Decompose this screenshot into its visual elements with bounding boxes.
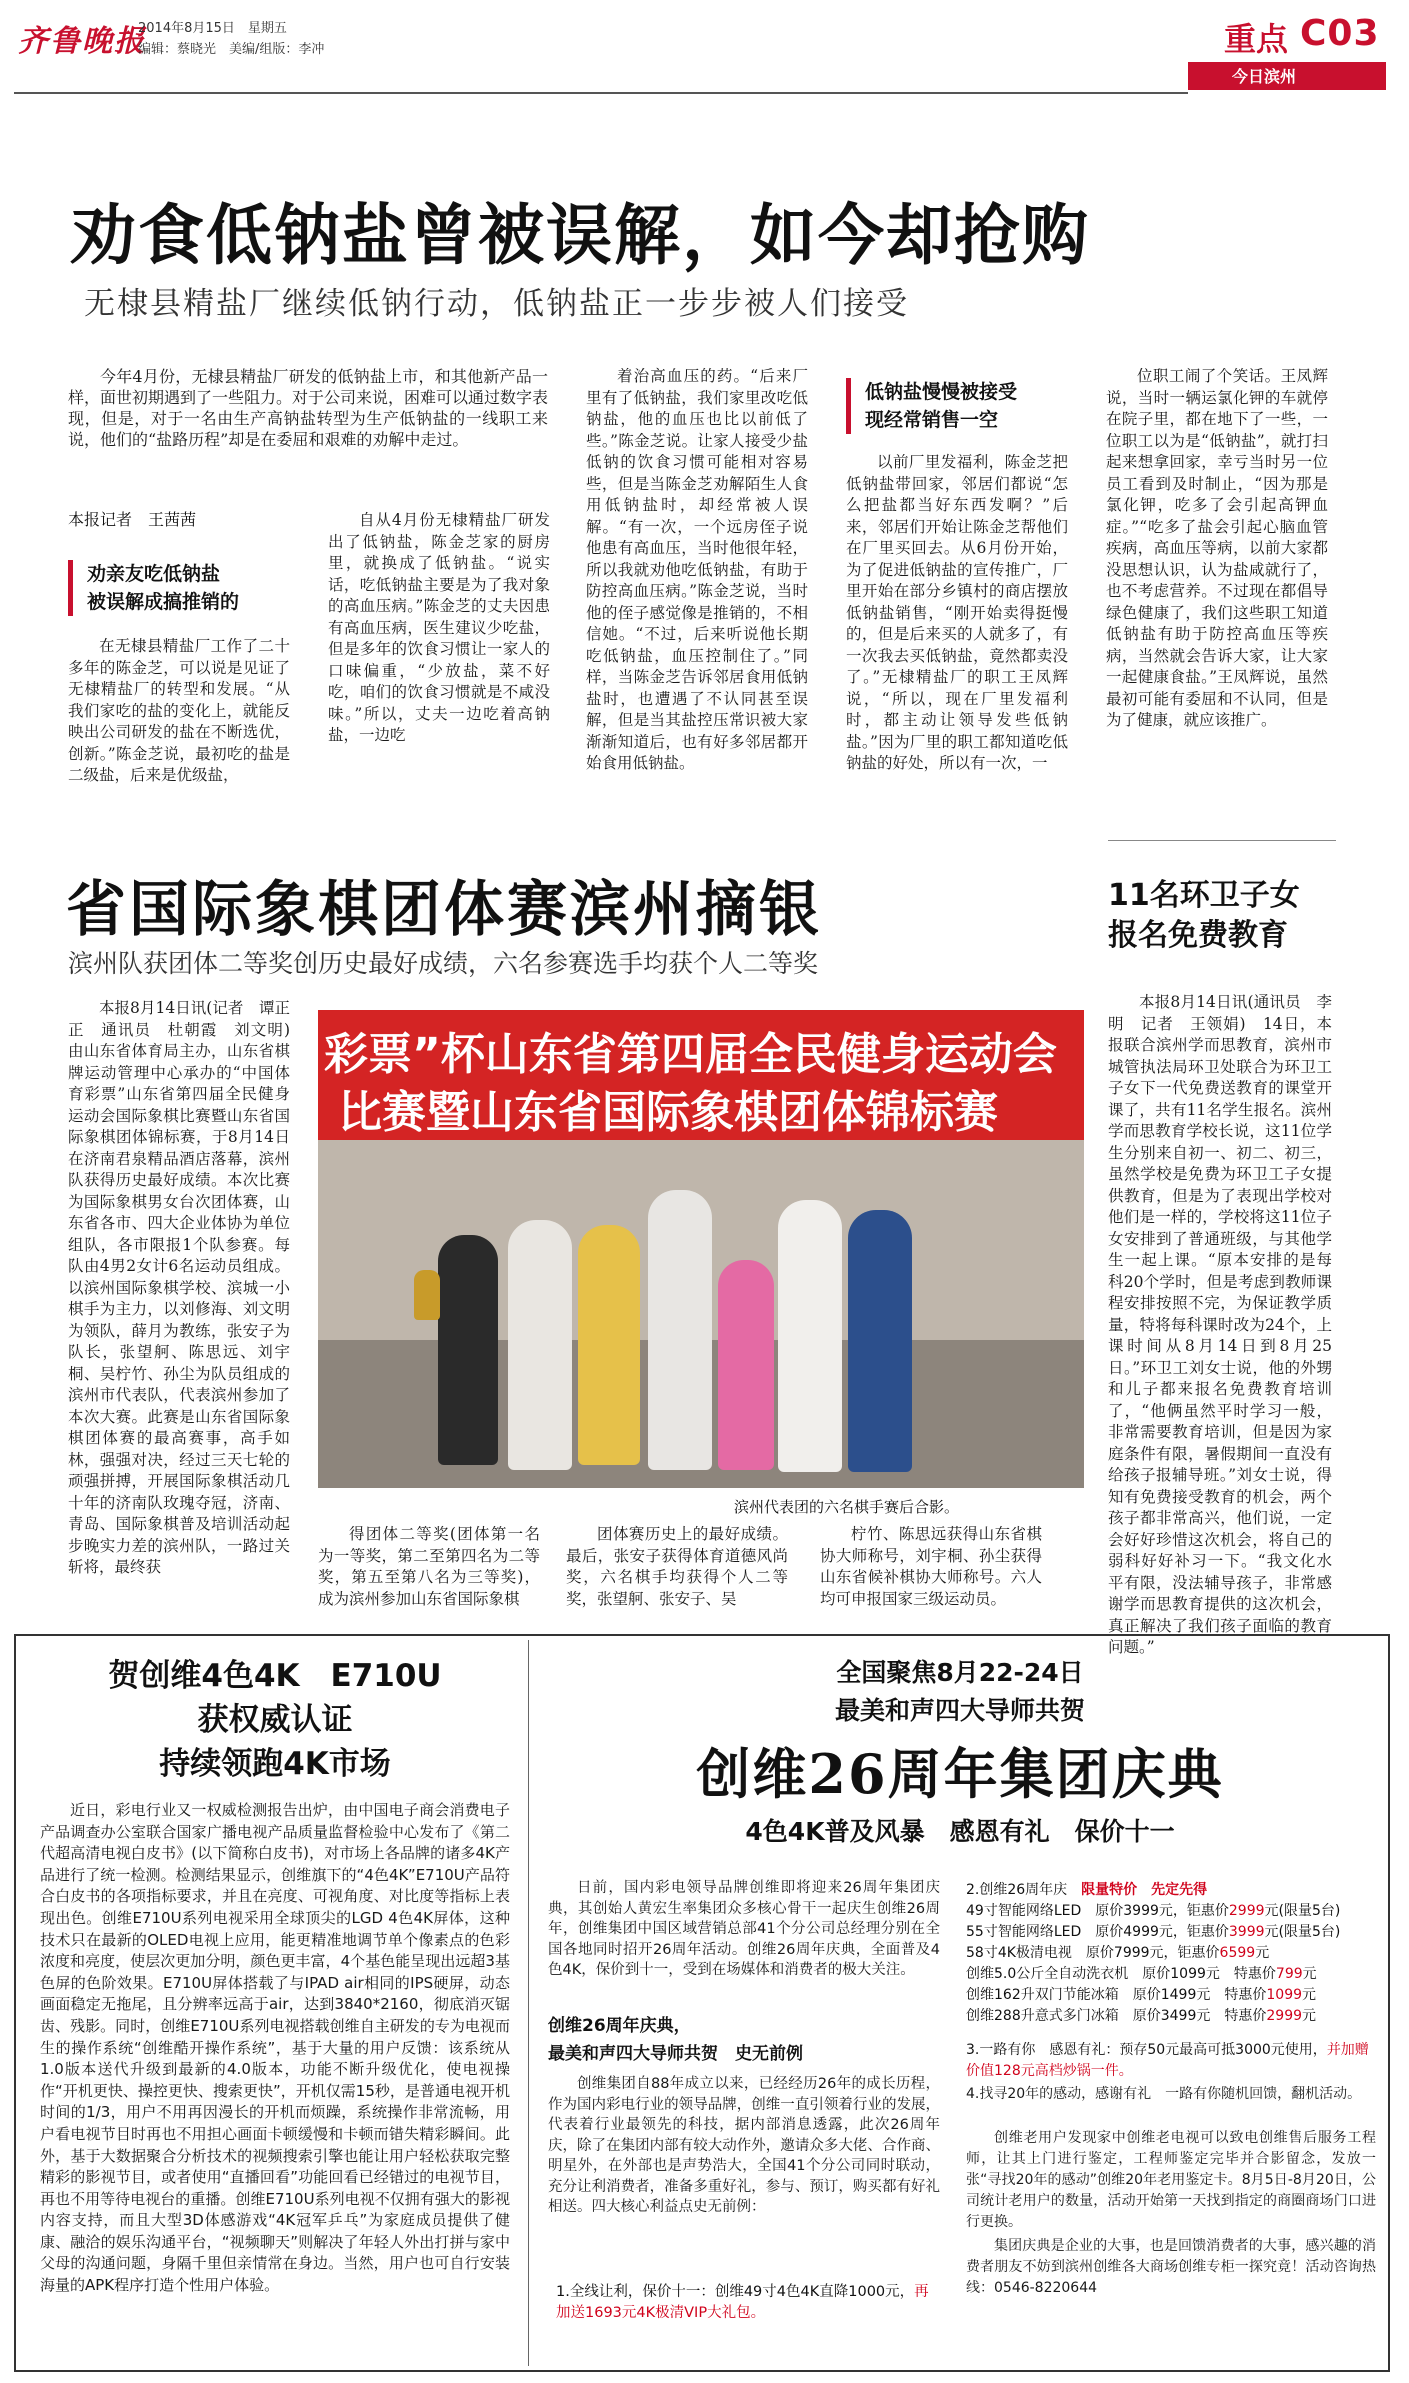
ad2-intro: 日前，国内彩电领导品牌创维即将迎来26周年集团庆典，其创始人黄宏生率集团众多核心骨干一起庆生创维26周年，创维集团中国区域营销总部41个分公司总经理分别在全国各地同时招开26周年活动。创维26周年庆典，全面普及4色4K，保价到十一，受到在场媒体和消费者的极大关注。 [548,1880,940,1978]
ad2-point-3-text: 3.一路有你 感恩有礼：预存50元最高可抵3000元使用， [966,2042,1327,2058]
newspaper-logo: 齐鲁晚报 [18,24,146,59]
photo-banner-text: 彩票”杯山东省第四届全民健身运动会 [324,1029,1057,1080]
subhead-line: 低钠盐慢慢被接受 [865,381,1018,403]
photo-caption: 滨州代表团的六名棋手赛后合影。 [734,1498,960,1516]
deal-original-price: 原价3999元，钜惠价 [1095,1903,1229,1919]
page-number: C03 [1300,13,1380,54]
photo-banner-text: 比赛暨山东省国际象棋团体锦标赛 [338,1087,998,1138]
deal-price-label: 特惠价 [1210,1987,1267,2003]
deal-price: 6599 [1219,1945,1256,1961]
ad2-point-3 [966,2040,1376,2082]
deal-price-tail: 元 [1255,1945,1270,1961]
deal-price: 799 [1275,1966,1303,1982]
story3-body: 本报8月14日讯(通讯员 李明 记者 王领娟) 14日，本报联合滨州学而思教育，滨州市城管执法局环卫处联合为环卫工子女下一代免费送教育的课堂开课了，共有11名学生报名。滨州学而思教育学校长说，这11位学生分别来自初一、初二、初三，虽然学校是免费为环卫工子女提供教育，但是为了表现出学校对他们是一样的，学校将这11位子女安排到了普通班级，与其他学生一起上课。“原本安排的是每科20个学时，但是考虑到教师课程安排按照不完，为保证教学质量，特将每科课时改为24个，上课时间从8月14日到8月25日。”环卫工刘女士说，他的外甥和儿子都来报名免费教育培训了，“他俩虽然平时学习一般，非常需要教育培训，但是因为家庭条件有限，暑假期间一直没有给孩子报辅导班。”刘女士说，得知有免费接受教育的机会，两个孩子都非常高兴，他们说，一定会好好珍惜这次机会，将自己的弱科好好补习一下。“我文化水平有限，没法辅导孩子，非常感谢学而思教育提供的这次机会，真正解决了我们孩子面临的教育问题。” [1108,993,1332,1656]
subhead-line: 被误解成搞推销的 [87,591,240,613]
deal-row [966,2006,1376,2027]
ad1-title-line: 获权威认证 [197,1702,353,1738]
ad-divider [528,1640,529,2366]
editor-line: 编辑：蔡晓光 美编/组版：李冲 [138,42,325,57]
coach-figure [648,1190,712,1470]
deal-original-price: 原价7999元，钜惠价 [1085,1945,1220,1961]
masthead-rule [14,92,1188,94]
deal-price-tail: 元 [1302,2008,1317,2024]
story1-column-1: 在无棣县精盐厂工作了二十多年的陈金芝，可以说是见证了无棣精盐厂的转型和发展。“从我们家吃的盐的变化上，就能反映出公司研发的盐在不断选优，创新。”陈金芝说，最初吃的盐是二级盐，后来是优级盐， [68,637,290,784]
deal-name: 创维5.0公斤全自动洗衣机 [966,1966,1143,1982]
deal-price-label: 特惠价 [1210,2008,1267,2024]
deal-name: 49寸智能网络LED [966,1903,1096,1919]
deal-price-tail: 元 [1302,1966,1317,1982]
ad2-subhead-line: 创维26周年庆典， [548,2016,691,2036]
deal-price: 1099 [1266,1987,1303,2003]
date-line: 2014年8月15日 星期五 [138,21,287,36]
headline: 劝食低钠盐曾被误解，如今却抢购 [70,196,1090,274]
ad2-point-2 [966,1880,1376,2027]
deal-original-price: 原价3499元 [1132,2008,1211,2024]
story2-column-4: 柠竹、陈思远获得山东省棋协大师称号，刘宇桐、孙尘获得山东省候补棋协大师称号。六人均可申报国家三级运动员。 [820,1525,1042,1608]
section-label: 重点 [1224,20,1289,58]
ad2-kicker-line: 全国聚焦8月22-24日 [836,1658,1084,1687]
story3-headline-line: 11名环卫子女 [1108,878,1300,913]
player-figure [778,1200,842,1472]
player-figure [578,1225,640,1465]
player-figure [848,1210,912,1472]
story3-headline [1108,876,1300,956]
deal-name: 55寸智能网络LED [966,1924,1096,1940]
ad2-point-1-text: 1.全线让利，保价十一：创维49寸4色4K直降1000元， [556,2284,915,2300]
story2-headline: 省国际象棋团体赛滨州摘银 [66,875,822,945]
deal-original-price: 原价1499元 [1132,1987,1211,2003]
ad2-subhead [548,2012,803,2068]
deal-name: 创维288升意式多门冰箱 [966,2008,1133,2024]
subhead-line: 劝亲友吃低钠盐 [87,563,221,585]
story1-column-5: 位职工闹了个笑话。王凤辉说，当时一辆运氯化钾的车就停在院子里，都在地下了一些，一位职工以为是“低钠盐”，就打扫起来想拿回家，幸亏当时另一位员工看到及时制止，“因为那是氯化钾，吃多了会引起高钾血症。”“吃多了盐会引起心脑血管疾病，高血压等病，以前大家都没思想认识，认为盐咸就行了，也不考虑营养。不过现在都倡导绿色健康了，我们这些职工知道低钠盐有助于防控高血压等疾病，当然就会告诉大家，让大家一起健康食盐。”王凤辉说，虽然最初可能有委屈和不认同，但是为了健康，就应该推广。 [1106,367,1328,729]
deal-price: 3999 [1228,1924,1265,1940]
story2-column-3: 团体赛历史上的最好成绩。最后，张安子获得体育道德风尚奖，六名棋手均获得个人二等奖，张望舸、张安子、吴 [566,1525,788,1608]
ad2-tagline: 4色4K普及风暴 感恩有礼 保价十一 [745,1817,1175,1846]
ad1-title-line: 持续领跑4K市场 [159,1746,391,1782]
story2-subheadline: 滨州队获团体二等奖创历史最好成绩，六名参赛选手均获个人二等奖 [68,949,819,978]
deal-price-tail: 元 [1302,1987,1317,2003]
ad2-body: 创维集团自88年成立以来，已经经历26年的成长历程，作为国内彩电行业的领导品牌，创维一直引领着行业的发展，代表着行业最领先的科技，据内部消息透露，此次26周年庆，除了在集团内部有较大动作外，邀请众多大佬、合作商、明星外，在外部也是声势浩大，全国41个分公司同时联动，充分让利消费者，准备多重好礼，参与、预订，购买都有好礼相送。四大核心利益点史无前例： [548,2076,940,2215]
deal-row [966,1922,1376,1943]
ad2-point-2-promo: 限量特价 先定先得 [1081,1882,1208,1898]
ad2-point-1-highlight: 再加送1693元4K极清VIP大礼包。 [556,2284,929,2321]
deal-price-tail: 元(限量5台) [1264,1903,1341,1919]
ad2-point-1 [556,2282,940,2323]
story1-column-2: 自从4月份无棣精盐厂研发出了低钠盐，陈金芝家的厨房里，就换成了低钠盐。“说实话，吃低钠盐主要是为了我对象的高血压病。”陈金芝的丈夫因患有高血压病，医生建议少吃盐，但是多年的饮食习惯让一家人的口味偏重，“少放盐，菜不好吃，咱们的饮食习惯就是不咸没味。”所以，丈夫一边吃着高钠盐，一边吃 [328,511,550,744]
subhead-line: 现经常销售一空 [865,409,999,431]
subhead-box-2 [846,378,1066,434]
player-figure [438,1235,498,1465]
deal-original-price: 原价1099元 [1142,1966,1220,1982]
ad2-kicker [550,1654,1370,1730]
deal-row [966,1901,1376,1922]
sub-section-label: 今日滨州 [1232,67,1297,86]
story1-column-4: 以前厂里发福利，陈金芝把低钠盐带回家，邻居们都说“怎么把盐都当好东西发啊？”后来，邻居们开始让陈金芝帮他们在厂里买回去。从6月份开始，为了促进低钠盐的宣传推广，厂里开始在部分乡镇村的商店摆放低钠盐销售，“刚开始卖得挺慢的，但是后来买的人就多了，有一次我去买低钠盐，竟然都卖没了。”无棣精盐厂的职工王凤辉说，“所以，现在厂里发福利时，都主动让领导发些低钠盐。”因为厂里的职工都知道吃低钠盐的好处，所以有一次，一 [846,453,1068,772]
ad1-title-line: 贺创维4色4K E710U [108,1658,442,1694]
ad2-point-4: 4.找寻20年的感动，感谢有礼 一路有你随机回馈，翻机活动。 [966,2086,1362,2102]
ad1-title [30,1654,520,1786]
team-photo [318,1010,1084,1488]
ad2-point-2-head: 2.创维26周年庆 [966,1882,1068,1898]
ad2-kicker-line: 最美和声四大导师共贺 [834,1696,1085,1725]
story2-column-1: 本报8月14日讯(记者 谭正正 通讯员 杜朝霞 刘文明) 由山东省体育局主办，山东省棋牌运动管理中心承办的“中国体育彩票”山东省第四届全民健身运动会国际象棋比赛暨山东省国际象棋团体锦标赛，于8月14日在济南君泉精品酒店落幕，滨州队获得历史最好成绩。本次比赛为国际象棋男女台次团体赛，山东省各市、四大企业体协为单位组队，各市限报1个队参赛。每队由4男2女计6名运动员组成。以滨州国际象棋学校、滨城一小棋手为主力，以刘修海、刘文明为领队，薛月为教练，张安子为队长，张望舸、陈思远、刘宇桐、吴柠竹、孙尘为队员组成的滨州市代表队，代表滨州参加了本次大赛。此赛是山东省国际象棋团体赛的最高赛事，高手如林，强强对决，经过三天七轮的顽强拼搏，开展国际象棋活动几十年的济南队玫瑰夺冠，济南、青岛、国际象棋普及培训活动起步晚实力差的滨州队，一路过关斩将，最终获 [68,999,306,1576]
masthead [0,0,1409,110]
ad2-para-3: 集团庆典是企业的大事，也是回馈消费者的大事，感兴趣的消费者朋友不妨到滨州创维各大商场创维专柜一探究竟！活动咨询热线：0546-8220644 [966,2238,1376,2296]
deal-price-label: 特惠价 [1219,1966,1276,1982]
deal-price: 2999 [1228,1903,1265,1919]
player-figure [508,1220,572,1470]
deal-name: 58寸4K极清电视 [966,1945,1086,1961]
deal-row [966,1985,1376,2006]
player-figure [718,1260,774,1470]
deal-price-tail: 元(限量5台) [1264,1924,1341,1940]
story2-column-2: 得团体二等奖(团体第一名为一等奖，第二至第四名为二等奖，第五至第八名为三等奖)，成为滨州参加山东省国际象棋 [318,1525,540,1608]
subheadline: 无棣县精盐厂继续低钠行动，低钠盐正一步步被人们接受 [84,286,909,322]
ad2-point-3-highlight: 并加赠价值128元高档炒锅一件。 [966,2042,1369,2079]
deal-original-price: 原价4999元，钜惠价 [1095,1924,1229,1940]
deal-row [966,1964,1376,1985]
deal-row [966,1943,1376,1964]
deal-name: 创维162升双门节能冰箱 [966,1987,1133,2003]
column-rule [1108,840,1336,841]
subhead-box-1 [68,560,288,616]
ad2-para-2: 创维老用户发现家中创维老电视可以致电创维售后服务工程师，让其上门进行鉴定，工程师鉴定完毕并合影留念，发放一张“寻找20年的感动”创维20年老用鉴定卡。8月5日-8月20日，公司统计老用户的数量，活动开始第一天找到指定的商圈商场门口进行更换。 [966,2130,1376,2230]
story3-headline-line: 报名免费教育 [1108,918,1288,953]
byline: 本报记者 王茜茜 [68,510,197,529]
story1-column-3: 着治高血压的药。“后来厂里有了低钠盐，我们家里改吃低钠盐，他的血压也比以前低了些。”陈金芝说。让家人接受少盐低钠的饮食习惯可能相对容易些，但是当陈金芝劝解陌生人食用低钠盐时，却经常被人误解。“有一次，一个远房侄子说他患有高血压，当时他很年轻，所以我就劝他吃低钠盐，有助于防控高血压病。”陈金芝说，当时他的侄子感觉像是推销的，不相信她。“不过，后来听说他长期吃低钠盐，血压控制住了。”同样，当陈金芝告诉邻居食用低钠盐时，也遭遇了不认同甚至误解，但是当其盐控压常识被大家渐渐知道后，也有好多邻居都开始食用低钠盐。 [586,367,808,772]
ad2-main-title: 创维26周年集团庆典 [696,1742,1224,1806]
lead-paragraph: 今年4月份，无棣县精盐厂研发的低钠盐上市，和其他新产品一样，面世初期遇到了一些阻力。对于公司来说，困难可以通过数字表现，但是，对于一名由生产高钠盐转型为生产低钠盐的一线职工来说，他们的“盐路历程”却是在委屈和艰难的劝解中走过。 [68,367,549,449]
ad1-body: 近日，彩电行业又一权威检测报告出炉，由中国电子商会消费电子产品调查办公室联合国家广播电视产品质量监督检验中心发布了《第二代超高清电视白皮书》(以下简称白皮书)，对市场上各品牌的诸多4K产品进行了统一检测。检测结果显示，创维旗下的“4色4K”E710U产品符合白皮书的各项指标要求，并且在亮度、可视角度、对比度等指标上表现出色。创维E710U系列电视采用全球顶尖的LGD 4色4K屏体，这种技术只在最新的OLED电视上应用，能更精准地调节单个像素点的色彩浓度和亮度，使层次更加分明，颜色更丰富，4个基色能呈现出远超3基色屏的色阶效果。E710U屏体搭载了与IPAD air相同的IPS硬屏，动态画面稳定无拖尾，且分辨率远高于air，达到3840*2160，彻底消灭锯齿、残影。同时，创维E710U系列电视搭载创维自主研发的专为电视而生的操作系统“创维酷开操作系统”，基于大量的用户反馈：该系统从1.0版本送代升级到最新的4.0版本，功能不断升级优化，使电视操作“开机更快、操控更快、搜索更快”，开机仅需15秒，是普通电视开机时间的1/3，用户不用再因漫长的开机而烦躁，系统操作非常流畅，用户看电视节目时再也不用担心画面卡顿缓慢和卡顿而错失精彩瞬间。此外，基于大数据聚合分析技术的视频搜索引擎也能让用户轻松获取完整精彩的影视节目，或者使用“直播回看”功能回看已经错过的电视节目，再也不用等待电视台的重播。创维E710U系列电视不仅拥有强大的影视内容支持，而且大型3D体感游戏“4K冠军乒乓”为家庭成员提供了健康、融洽的娱乐沟通平台，“视频聊天”则解决了年轻人外出打拼与家中父母的沟通问题，身隔千里但亲情常在身边。当然，用户也可自行安装海量的APK程序打造个性用户体验。 [40,1801,510,2295]
ad2-subhead-line: 最美和声四大导师共贺 史无前例 [548,2044,803,2064]
deal-price: 2999 [1266,2008,1303,2024]
trophy [414,1270,440,1320]
deal-list [966,1901,1376,2027]
